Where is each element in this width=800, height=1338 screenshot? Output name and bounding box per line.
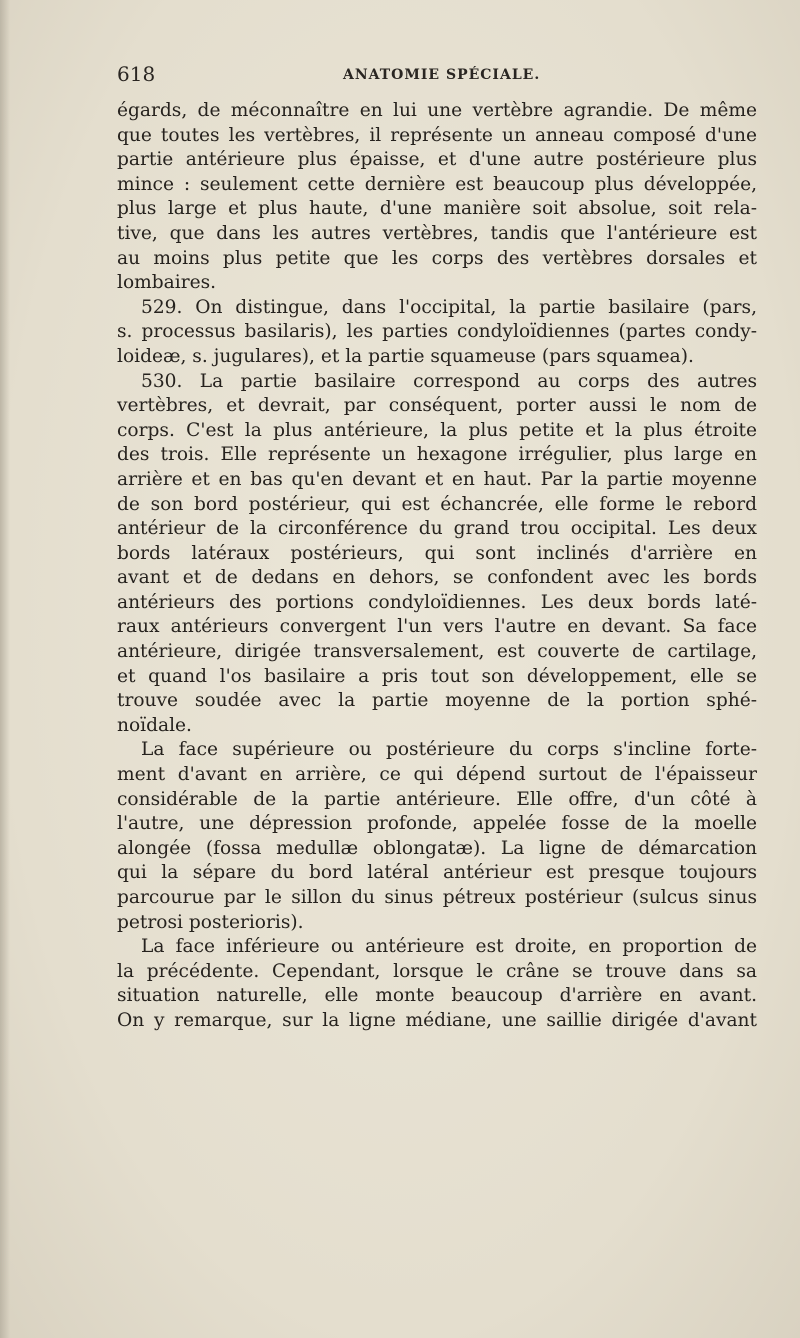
text-line: plus large et plus haute, d'une manière soit absolue, soit rela- [117,198,757,220]
page-header [117,62,757,92]
text-line: loideæ, s. jugulares), et la partie squameuse (pars squamea). [117,345,694,367]
paragraph-face-inferieure-start: La face inférieure ou antérieure est droite, en proportion de [141,936,757,958]
text-line: alongée (fossa medullæ oblongatæ). La ligne de démarcation [117,837,757,859]
text-line: arrière et en bas qu'en devant et en haut. Par la partie moyenne [117,468,757,490]
text-line: antérieurs des portions condyloïdiennes. Les deux bords laté- [117,591,757,613]
text-line: vertèbres, et devrait, par conséquent, porter aussi le nom de [117,395,757,417]
text-line: petrosi posterioris). [117,911,304,933]
text-line: bords latéraux postérieurs, qui sont inclinés d'arrière en [117,542,757,564]
text-line: noïdale. [117,714,192,736]
text-line: tive, que dans les autres vertèbres, tandis que l'antérieure est [117,222,757,244]
text-line: raux antérieurs convergent l'un vers l'autre en devant. Sa face [117,616,757,638]
text-line: lombaires. [117,272,217,294]
text-line: ment d'avant en arrière, ce qui dépend surtout de l'épaisseur [117,764,757,786]
text-line: partie antérieure plus épaisse, et d'une autre postérieure plus [117,149,757,171]
text-line: des trois. Elle représente un hexagone irrégulier, plus large en [117,444,757,466]
text-line: s. processus basilaris), les parties condyloïdiennes (partes condy- [117,321,757,343]
text-line: avant et de dedans en dehors, se confondent avec les bords [117,567,757,589]
binding-shadow [0,0,10,1338]
text-line: qui la sépare du bord latéral antérieur est presque toujours [117,862,757,884]
text-line: au moins plus petite que les corps des vertèbres dorsales et [117,247,757,269]
text-line: On y remarque, sur la ligne médiane, une saillie dirigée d'avant [117,1009,757,1031]
text-line: l'autre, une dépression profonde, appelée fosse de la moelle [117,813,757,835]
text-line: parcourue par le sillon du sinus pétreux postérieur (sulcus sinus [117,887,757,908]
paragraph-529-start: 529. On distingue, dans l'occipital, la partie basilaire (pars, [141,296,757,318]
text-line: considérable de la partie antérieure. Elle offre, d'un côté à [117,788,757,810]
page-number: 618 [117,62,156,86]
text-line: mince : seulement cette dernière est beaucoup plus développée, [117,173,757,195]
text-line: et quand l'os basilaire a pris tout son développement, elle se [117,665,757,687]
text-line: que toutes les vertèbres, il représente un anneau composé d'une [117,124,757,146]
running-title: ANATOMIE SPÉCIALE. [343,67,541,83]
text-line: la précédente. Cependant, lorsque le crâne se trouve dans sa [117,960,757,982]
paragraph-face-superieure-start: La face supérieure ou postérieure du corps s'incline forte- [141,739,757,761]
text-line: antérieur de la circonférence du grand trou occipital. Les deux [117,518,757,540]
text-line: antérieure, dirigée transversalement, est couverte de cartilage, [117,641,757,663]
body-text [117,99,757,1034]
text-line: de son bord postérieur, qui est échancrée, elle forme le rebord [117,493,757,515]
text-line: situation naturelle, elle monte beaucoup d'arrière en avant. [117,985,757,1007]
paragraph-530-start: 530. La partie basilaire correspond au corps des autres [141,370,757,392]
text-line: corps. C'est la plus antérieure, la plus petite et la plus étroite [117,419,757,441]
text-line: égards, de méconnaître en lui une vertèbre agrandie. De même [117,100,757,121]
text-line: trouve soudée avec la partie moyenne de la portion sphé- [117,690,757,712]
